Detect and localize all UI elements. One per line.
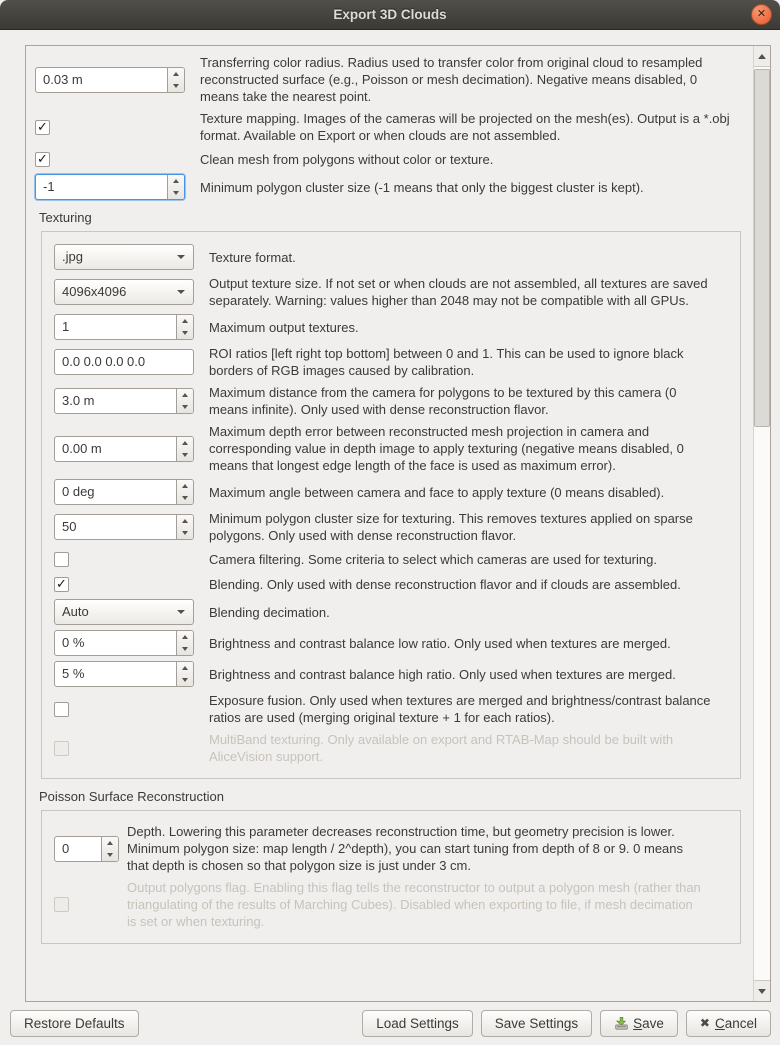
exposure-fusion-checkbox[interactable] <box>54 702 69 717</box>
row-balance-high <box>54 661 732 687</box>
restore-defaults-button[interactable]: Restore Defaults <box>10 1010 139 1037</box>
spin-up-icon[interactable] <box>168 68 184 80</box>
max-textures-spinbox[interactable]: 1 <box>54 314 194 340</box>
row-exposure-fusion <box>54 692 732 726</box>
multiband-label: MultiBand texturing. Only available on export and RTAB-Map should be built with AliceVision support. <box>209 732 674 764</box>
vertical-scrollbar[interactable] <box>753 46 770 1001</box>
roi-ratios-input[interactable]: 0.0 0.0 0.0 0.0 <box>54 349 194 375</box>
row-min-cluster-size <box>35 174 751 200</box>
poisson-section-title: Poisson Surface Reconstruction <box>39 789 224 804</box>
row-output-polygons <box>54 879 732 930</box>
multiband-checkbox <box>54 741 69 756</box>
blending-label: Blending. Only used with dense reconstruction flavor and if clouds are assembled. <box>209 576 681 592</box>
roi-ratios-label: ROI ratios [left right top bottom] between 0 and 1. This can be used to ignore black borders of RGB images caused by calibration. <box>209 346 684 378</box>
save-icon <box>614 1016 629 1031</box>
exposure-fusion-label: Exposure fusion. Only used when textures are merged and brightness/contrast balance ratios are used (merging original texture + 1 for each ratios). <box>209 693 711 725</box>
row-clean-mesh <box>35 149 751 169</box>
texture-size-combobox[interactable]: 4096x4096 <box>54 279 194 305</box>
blending-checkbox[interactable] <box>54 577 69 592</box>
load-settings-button[interactable]: Load Settings <box>362 1010 473 1037</box>
row-texture-size <box>54 275 732 309</box>
spin-up-icon[interactable] <box>177 662 193 674</box>
settings-scroll-area <box>25 45 771 1002</box>
output-polygons-label: Output polygons flag. Enabling this flag tells the reconstructor to output a polygon mesh (rather than triangulating of the results of Marching Cubes). Disabled when exporting to file, if mesh decimation is set or when texturing. <box>127 880 701 929</box>
texturing-group <box>41 231 741 779</box>
row-max-distance <box>54 384 732 418</box>
chevron-down-icon <box>177 290 185 294</box>
chevron-down-icon <box>177 255 185 259</box>
spin-up-icon[interactable] <box>177 315 193 327</box>
spin-up-icon[interactable] <box>177 515 193 527</box>
poisson-group <box>41 810 741 944</box>
spin-up-icon[interactable] <box>177 437 193 449</box>
spin-up-icon[interactable] <box>102 837 118 849</box>
scrollbar-thumb[interactable] <box>754 69 770 427</box>
clean-mesh-checkbox[interactable] <box>35 152 50 167</box>
check-icon: ✓ <box>37 151 48 166</box>
texture-mapping-checkbox[interactable] <box>35 120 50 135</box>
min-cluster-texturing-spinbox[interactable]: 50 <box>54 514 194 540</box>
spin-down-icon[interactable] <box>177 674 193 686</box>
max-angle-label: Maximum angle between camera and face to apply texture (0 means disabled). <box>209 484 665 500</box>
row-camera-filtering <box>54 549 732 569</box>
scroll-down-icon[interactable] <box>754 980 770 1001</box>
texture-mapping-label: Texture mapping. Images of the cameras will be projected on the mesh(es). Output is a *.obj format. Available on Export or when clouds are not assembled. <box>200 111 730 143</box>
row-balance-low <box>54 630 732 656</box>
balance-high-spinbox[interactable]: 5 % <box>54 661 194 687</box>
max-angle-spinbox[interactable]: 0 deg <box>54 479 194 505</box>
min-cluster-texturing-label: Minimum polygon cluster size for texturing. This removes textures applied on sparse polygons. Only used with dense reconstruction flavor. <box>209 511 693 543</box>
check-icon: ✓ <box>37 119 48 134</box>
row-blending-decimation <box>54 599 732 625</box>
transfer-color-radius-spinbox[interactable]: 0.03 m <box>35 67 185 93</box>
blending-decimation-label: Blending decimation. <box>209 604 330 620</box>
spin-down-icon[interactable] <box>177 327 193 339</box>
min-cluster-size-spinbox[interactable]: -1 <box>35 174 185 200</box>
footer-right-buttons <box>362 1010 771 1037</box>
row-roi-ratios <box>54 345 732 379</box>
dialog-button-row <box>10 1009 771 1037</box>
spin-down-icon[interactable] <box>102 849 118 861</box>
min-cluster-size-label: Minimum polygon cluster size (-1 means that only the biggest cluster is kept). <box>200 179 644 195</box>
output-polygons-checkbox <box>54 897 69 912</box>
row-texture-mapping <box>35 110 751 144</box>
row-multiband <box>54 731 732 765</box>
texture-format-combobox[interactable]: .jpg <box>54 244 194 270</box>
row-max-depth-error <box>54 423 732 474</box>
close-button[interactable] <box>751 4 772 25</box>
cancel-icon: ✖ <box>699 1015 710 1030</box>
row-texture-format <box>54 244 732 270</box>
blending-decimation-combobox[interactable]: Auto <box>54 599 194 625</box>
settings-content <box>26 46 753 1001</box>
scroll-up-icon[interactable] <box>754 46 770 67</box>
spin-up-icon[interactable] <box>177 389 193 401</box>
spin-down-icon[interactable] <box>168 80 184 92</box>
transfer-color-radius-label: Transferring color radius. Radius used to transfer color from original cloud to resampled reconstructed surface (e.g., Poisson or mesh decimation). Negative means disabled, 0 means take the nearest point. <box>200 55 703 104</box>
spin-up-icon[interactable] <box>168 175 184 187</box>
balance-low-spinbox[interactable]: 0 % <box>54 630 194 656</box>
row-transfer-color-radius <box>35 54 751 105</box>
balance-low-label: Brightness and contrast balance low ratio. Only used when textures are merged. <box>209 635 671 651</box>
clean-mesh-label: Clean mesh from polygons without color or texture. <box>200 151 494 167</box>
spin-down-icon[interactable] <box>177 401 193 413</box>
save-settings-button[interactable]: Save Settings <box>481 1010 592 1037</box>
max-depth-error-spinbox[interactable]: 0.00 m <box>54 436 194 462</box>
cancel-button[interactable]: ✖ Cancel <box>686 1010 771 1037</box>
max-textures-label: Maximum output textures. <box>209 319 359 335</box>
check-icon: ✓ <box>56 576 67 591</box>
spin-up-icon[interactable] <box>177 480 193 492</box>
row-max-angle <box>54 479 732 505</box>
spin-up-icon[interactable] <box>177 631 193 643</box>
row-max-textures <box>54 314 732 340</box>
texture-size-label: Output texture size. If not set or when clouds are not assembled, all textures are saved separately. Warning: values higher than 2048 may not be compatible with all GPUs. <box>209 276 708 308</box>
depth-spinbox[interactable]: 0 <box>54 836 119 862</box>
row-min-cluster-texturing <box>54 510 732 544</box>
max-distance-label: Maximum distance from the camera for polygons to be textured by this camera (0 means infinite). Only used with dense reconstruction flavor. <box>209 385 677 417</box>
save-button[interactable]: Save <box>600 1010 678 1037</box>
spin-down-icon[interactable] <box>177 643 193 655</box>
camera-filtering-checkbox[interactable] <box>54 552 69 567</box>
texture-format-label: Texture format. <box>209 249 296 265</box>
max-distance-spinbox[interactable]: 3.0 m <box>54 388 194 414</box>
spin-down-icon[interactable] <box>177 492 193 504</box>
spin-down-icon[interactable] <box>168 187 184 199</box>
spin-down-icon[interactable] <box>177 449 193 461</box>
window-title: Export 3D Clouds <box>333 7 447 22</box>
max-depth-error-label: Maximum depth error between reconstructed mesh projection in camera and corresponding value in depth image to apply texturing (negative means disabled, 0 means that longest edge length of the face is used as maximum error). <box>209 424 684 473</box>
depth-label: Depth. Lowering this parameter decreases reconstruction time, but geometry precision is lower. Minimum polygon size: map length / 2^depth), you can start tuning from depth of 8 or 9. 0 means that depth is chosen so that polygon size is just under 3 cm. <box>127 824 684 873</box>
row-blending <box>54 574 732 594</box>
chevron-down-icon <box>177 610 185 614</box>
balance-high-label: Brightness and contrast balance high ratio. Only used when textures are merged. <box>209 666 676 682</box>
camera-filtering-label: Camera filtering. Some criteria to select which cameras are used for texturing. <box>209 551 657 567</box>
texturing-section-title: Texturing <box>39 210 92 225</box>
close-icon: ✕ <box>756 8 767 20</box>
row-depth <box>54 823 732 874</box>
titlebar <box>0 0 780 30</box>
spin-down-icon[interactable] <box>177 527 193 539</box>
